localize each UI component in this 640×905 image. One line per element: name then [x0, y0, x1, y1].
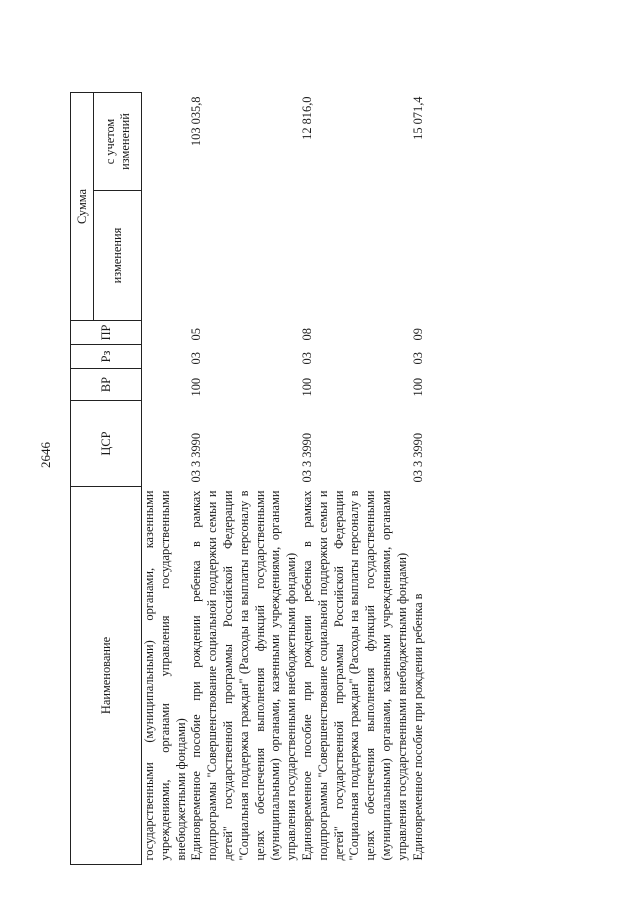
row-with-changes: 15 071,4: [410, 96, 425, 140]
row-with-changes: 103 035,8: [189, 96, 204, 147]
header-vr: ВР: [71, 369, 142, 401]
header-csr: ЦСР: [71, 401, 142, 487]
row-pr: [142, 321, 190, 345]
row-changes: [411, 191, 427, 321]
budget-table: [70, 92, 426, 865]
row-pr: 09: [410, 328, 425, 341]
row-changes: [300, 191, 411, 321]
table-row: [411, 93, 427, 865]
row-vr: 100: [299, 377, 314, 397]
table-row: [189, 93, 300, 865]
row-rz: 03: [410, 352, 425, 365]
row-csr: 03 3 3990: [410, 432, 425, 483]
row-name: Единовременное пособие при рождении ребенка в рамках подпрограммы "Совершенствование социальной поддержки семьи и детей" государственной программы Российской Федерации "Социальная поддержка граждан" (Расходы на выплаты персоналу в целях обеспечения выполнения функций государственными (муниципальными) органами, казенными учреждениями, органами управления государственными внебюджетными фондами): [189, 490, 299, 861]
header-with-changes: с учетом изменений: [94, 93, 142, 191]
row-rz: [142, 345, 190, 369]
row-pr: 05: [189, 328, 204, 341]
table-row: [142, 93, 190, 865]
row-vr: 100: [189, 377, 204, 397]
row-with-changes: 12 816,0: [299, 96, 314, 140]
row-vr: 100: [410, 377, 425, 397]
header-pr: ПР: [71, 321, 142, 345]
row-name: Единовременное пособие при рождении ребенка в рамках подпрограммы "Совершенствование социальной поддержки семьи и детей" государственной программы Российской Федерации "Социальная поддержка граждан" (Расходы на выплаты персоналу в целях обеспечения выполнения функций государственными (муниципальными) органами, казенными учреждениями, органами управления государственными внебюджетными фондами): [299, 490, 409, 861]
row-name: государственными (муниципальными) органами, казенными учреждениями, органами управления государственными внебюджетными фондами): [142, 490, 188, 861]
row-changes: [142, 191, 190, 321]
row-csr: [142, 401, 190, 487]
header-sum: Сумма: [71, 93, 94, 321]
row-changes: [189, 191, 300, 321]
header-changes: изменения: [94, 191, 142, 321]
row-csr: 03 3 3990: [299, 432, 314, 483]
row-rz: 03: [189, 352, 204, 365]
header-row-1: [71, 93, 94, 865]
header-name: Наименование: [71, 487, 142, 865]
row-csr: 03 3 3990: [189, 432, 204, 483]
row-with-changes: [142, 93, 190, 191]
row-name: Единовременное пособие при рождении ребенка в: [410, 593, 425, 861]
table-row: [300, 93, 411, 865]
row-vr: [142, 369, 190, 401]
header-rz: Рз: [71, 345, 142, 369]
row-pr: 08: [299, 328, 314, 341]
page-number: 2646: [38, 442, 53, 468]
row-rz: 03: [299, 352, 314, 365]
